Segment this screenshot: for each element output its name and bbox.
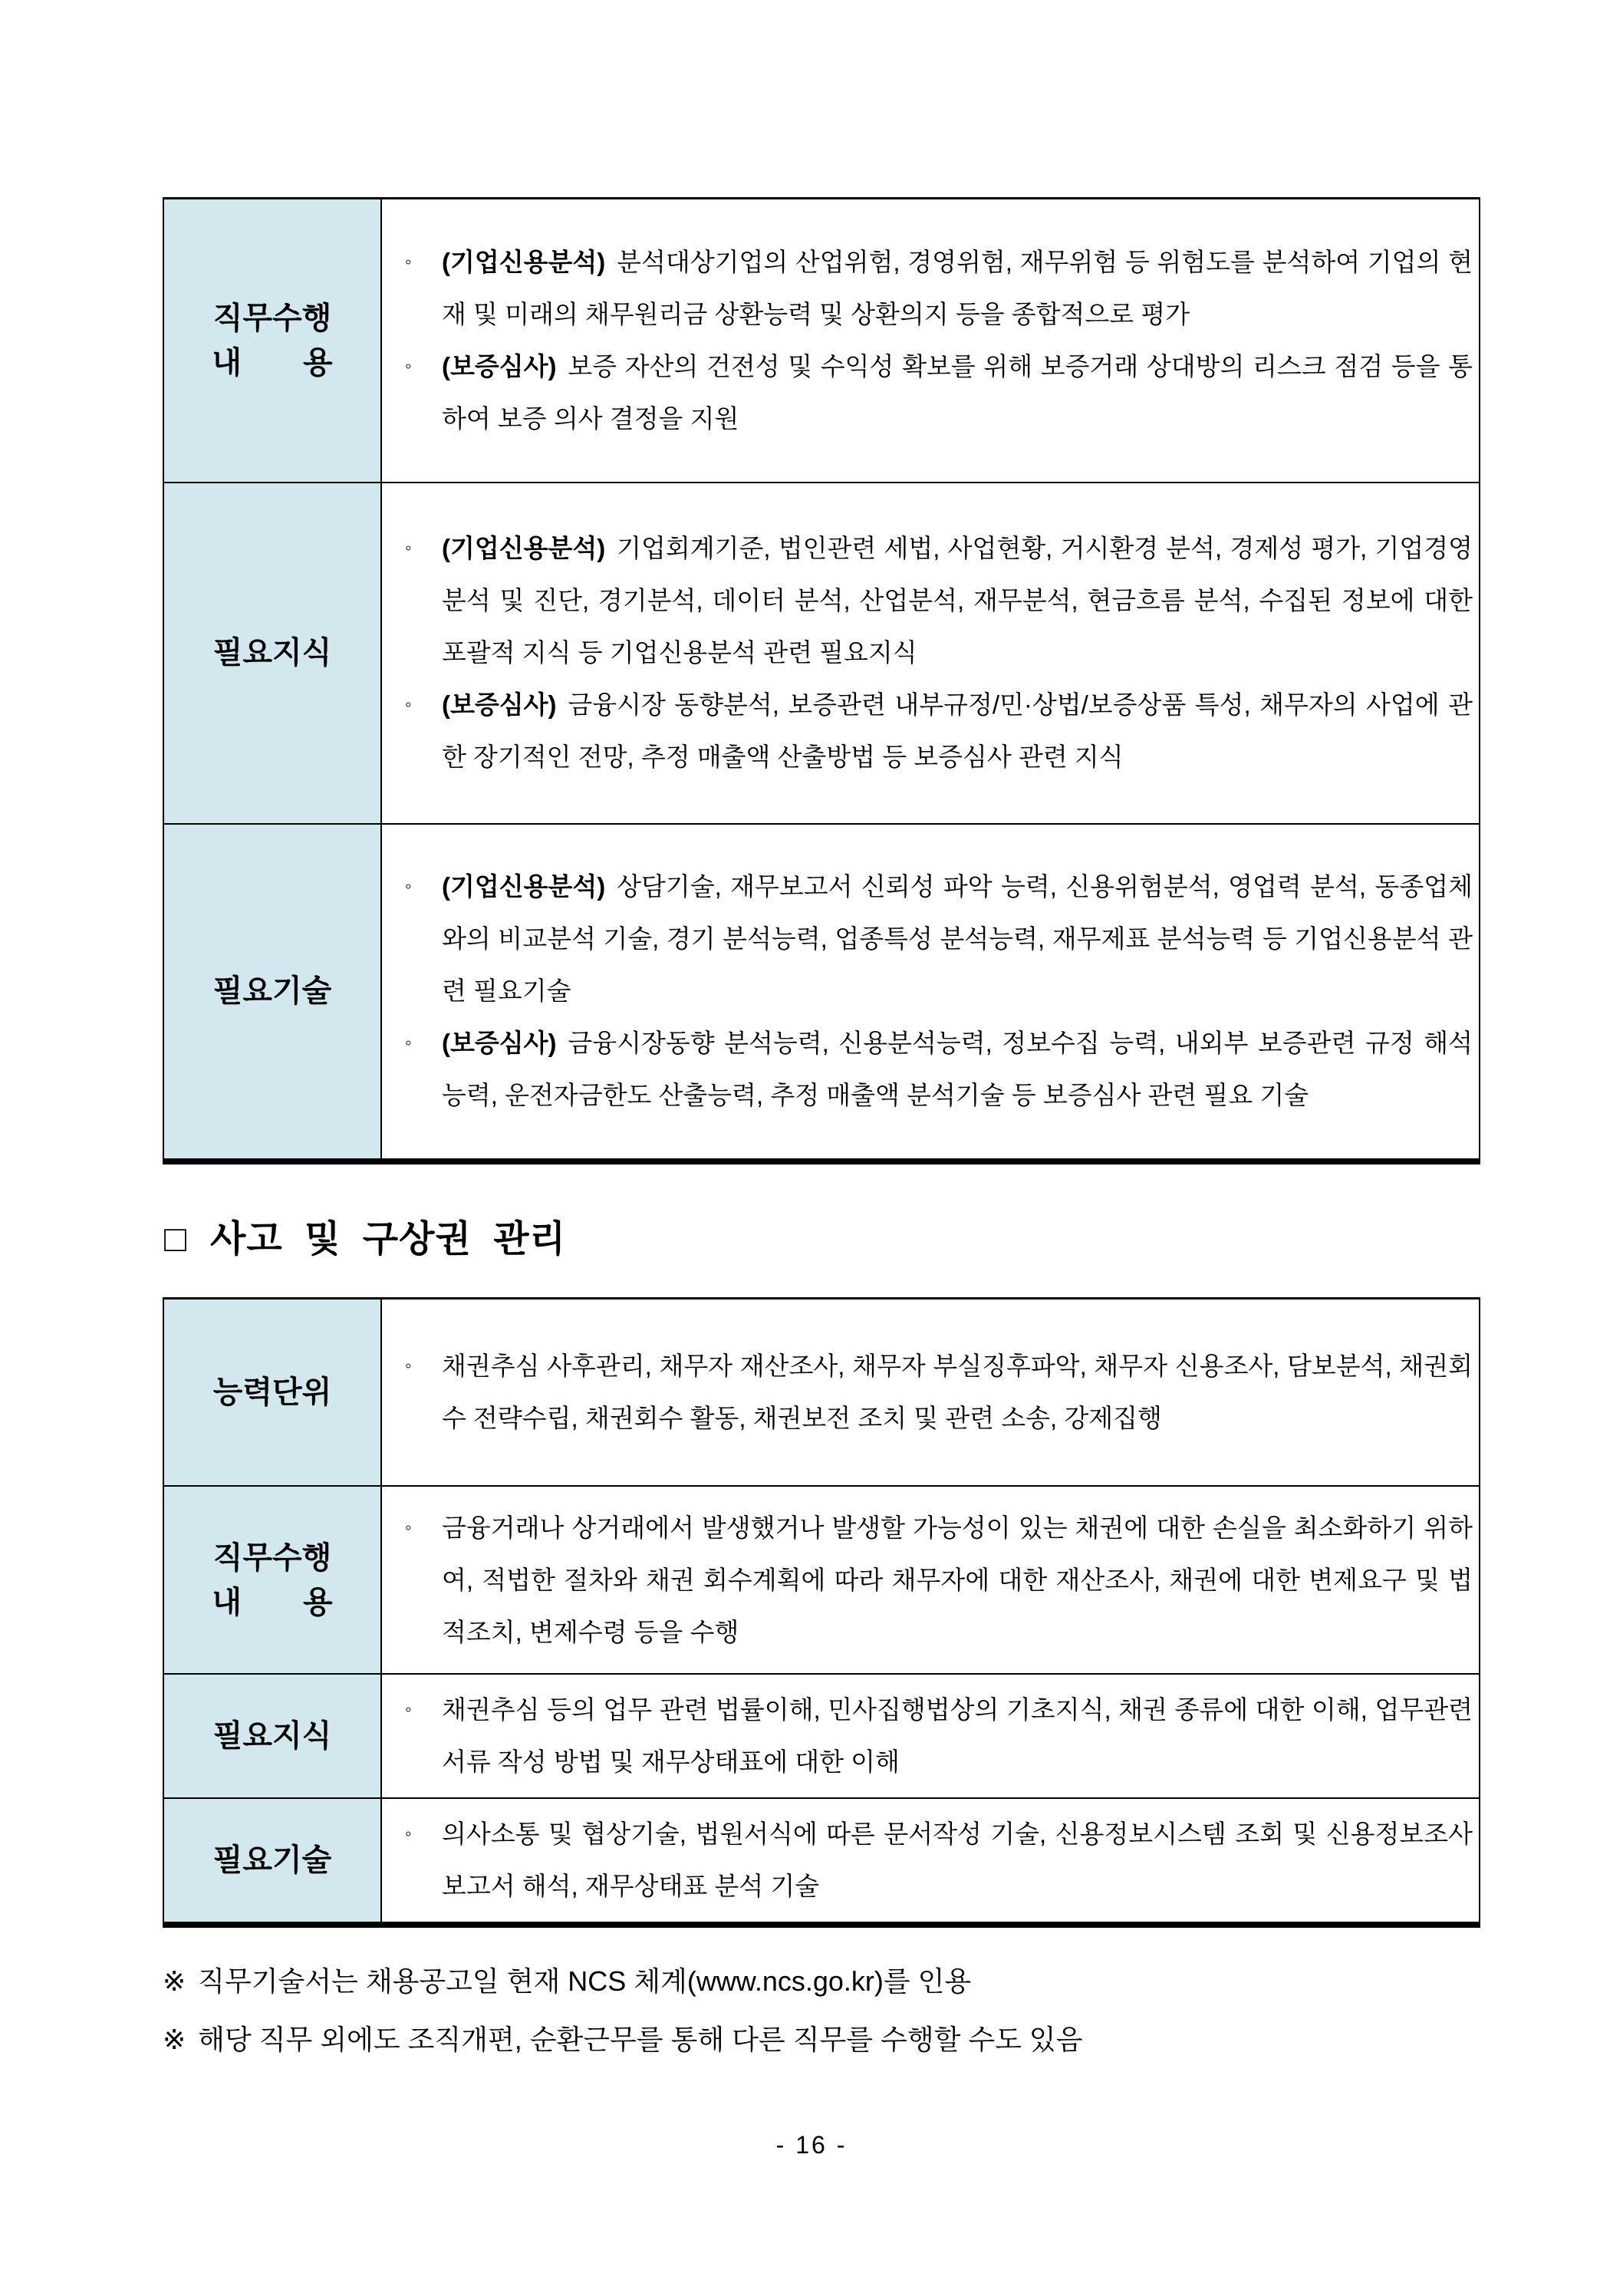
list-item [393, 1808, 1473, 1912]
footnote [163, 1960, 1480, 2003]
list-item [393, 522, 1473, 679]
item-text: 보증 자산의 건전성 및 수익성 확보를 위해 보증거래 상대방의 리스크 점검 등을 통하여 보증 의사 결정을 지원 [442, 351, 1473, 433]
item-category-label: (기업신용분석) [442, 247, 606, 276]
item-text: 채권추심 사후관리, 채무자 재산조사, 채무자 부실징후파악, 채무자 신용조사, 담보분석, 채권회수 전략수립, 채권회수 활동, 채권보전 조치 및 관련 소송, 강제집행 [442, 1351, 1473, 1432]
bullet-marker: ◦ [405, 1355, 412, 1376]
reference-mark-icon: ※ [163, 2023, 186, 2055]
list-item [393, 341, 1473, 445]
table-row-duties [163, 199, 1480, 483]
row-content-duties [381, 199, 1480, 483]
item-category-label: (기업신용분석) [442, 872, 606, 901]
table-row-skills [163, 1798, 1480, 1925]
footnote [163, 2018, 1480, 2061]
row-header-label: 필요기술 [212, 974, 332, 1008]
row-header-skills [163, 1798, 381, 1925]
item-text: 채권추심 등의 업무 관련 법률이해, 민사집행법상의 기초지식, 채권 종류에 대한 이해, 업무관련 서류 작성 방법 및 재무상태표에 대한 이해 [442, 1695, 1473, 1776]
item-text: 분석대상기업의 산업위험, 경영위험, 재무위험 등 위험도를 분석하여 기업의 현재 및 미래의 채무원리금 상환능력 및 상환의지 등을 종합적으로 평가 [442, 247, 1473, 328]
job-description-table-2 [163, 1297, 1480, 1929]
row-content-knowledge [381, 483, 1480, 824]
table-row-competency-unit [163, 1298, 1480, 1486]
row-header-knowledge [163, 483, 381, 824]
row-header-label: 필요지식 [212, 1719, 332, 1753]
square-bullet-icon: □ [164, 1218, 187, 1260]
list-item [393, 1502, 1473, 1659]
footnotes [163, 1960, 1480, 2061]
item-category-label: (보증심사) [442, 690, 557, 719]
row-content-competency-unit [381, 1298, 1480, 1486]
item-text: 금융시장동향 분석능력, 신용분석능력, 정보수집 능력, 내외부 보증관련 규정 해석능력, 운전자금한도 산출능력, 추정 매출액 분석기술 등 보증심사 관련 필요 기술 [442, 1029, 1473, 1109]
bullet-marker: ◦ [405, 1823, 412, 1844]
section-heading [164, 1209, 1480, 1262]
list-item [393, 1017, 1473, 1122]
item-text: 의사소통 및 협상기술, 법원서식에 따른 문서작성 기술, 신용정보시스템 조회 및 신용정보조사보고서 해석, 재무상태표 분석 기술 [442, 1820, 1473, 1900]
row-content-skills [381, 1798, 1480, 1925]
table-row-duties [163, 1486, 1480, 1674]
section-title: 사고 및 구상권 관리 [210, 1218, 566, 1260]
item-text: 기업회계기준, 법인관련 세법, 사업현황, 거시환경 분석, 경제성 평가, 기업경영분석 및 진단, 경기분석, 데이터 분석, 산업분석, 재무분석, 현금흐름 분석, 수집된 정보에 대한 포괄적 지식 등 기업신용분석 관련 필요지식 [442, 534, 1473, 667]
reference-mark-icon: ※ [163, 1965, 186, 1997]
table-row-knowledge [163, 483, 1480, 824]
row-header-duties [163, 199, 381, 483]
item-text: 상담기술, 재무보고서 신뢰성 파악 능력, 신용위험분석, 영업력 분석, 동종업체와의 비교분석 기술, 경기 분석능력, 업종특성 분석능력, 재무제표 분석능력 등 기업신용분석 관련 필요기술 [442, 872, 1473, 1005]
item-text: 금융거래나 상거래에서 발생했거나 발생할 가능성이 있는 채권에 대한 손실을 최소화하기 위하여, 적법한 절차와 채권 회수계획에 따라 채무자에 대한 재산조사, 채권에 대한 변제요구 및 법적조치, 변제수령 등을 수행 [442, 1513, 1473, 1646]
row-header-skills [163, 824, 381, 1161]
bullet-marker: ◦ [405, 1033, 412, 1053]
row-header-duties [163, 1486, 381, 1674]
row-header-label-line2: 내 용 [212, 1585, 333, 1619]
job-description-table-1 [163, 197, 1480, 1164]
list-item [393, 1684, 1473, 1788]
bullet-marker: ◦ [405, 876, 412, 897]
row-header-label: 직무수행 [212, 301, 332, 335]
row-content-skills [381, 824, 1480, 1161]
bullet-marker: ◦ [405, 1699, 412, 1720]
row-header-label: 필요기술 [212, 1843, 332, 1877]
table-row-knowledge [163, 1674, 1480, 1798]
row-header-competency-unit [163, 1298, 381, 1486]
list-item [393, 1340, 1473, 1444]
footnote-text: 직무기술서는 채용공고일 현재 NCS 체계(www.ncs.go.kr)를 인용 [198, 1965, 972, 1997]
bullet-marker: ◦ [405, 251, 412, 272]
row-header-label: 직무수행 [212, 1540, 332, 1575]
table-row-skills [163, 824, 1480, 1161]
bullet-marker: ◦ [405, 538, 412, 558]
page-number: - 16 - [775, 2131, 848, 2159]
page-content [163, 0, 1480, 2077]
footnote-text: 해당 직무 외에도 조직개편, 순환근무를 통해 다른 직무를 수행할 수도 있음 [198, 2023, 1083, 2055]
list-item [393, 236, 1473, 341]
row-header-label: 필요지식 [212, 636, 332, 670]
list-item [393, 861, 1473, 1017]
row-content-knowledge [381, 1674, 1480, 1798]
row-header-label-line2: 내 용 [212, 345, 333, 380]
row-header-knowledge [163, 1674, 381, 1798]
item-category-label: (보증심사) [442, 1029, 557, 1057]
row-header-label: 능력단위 [212, 1375, 332, 1409]
row-content-duties [381, 1486, 1480, 1674]
item-category-label: (기업신용분석) [442, 534, 606, 562]
item-category-label: (보증심사) [442, 351, 557, 380]
item-text: 금융시장 동향분석, 보증관련 내부규정/민·상법/보증상품 특성, 채무자의 사업에 관한 장기적인 전망, 추정 매출액 산출방법 등 보증심사 관련 지식 [442, 690, 1473, 771]
bullet-marker: ◦ [405, 355, 412, 377]
list-item [393, 679, 1473, 783]
bullet-marker: ◦ [405, 1517, 412, 1538]
bullet-marker: ◦ [405, 694, 412, 715]
